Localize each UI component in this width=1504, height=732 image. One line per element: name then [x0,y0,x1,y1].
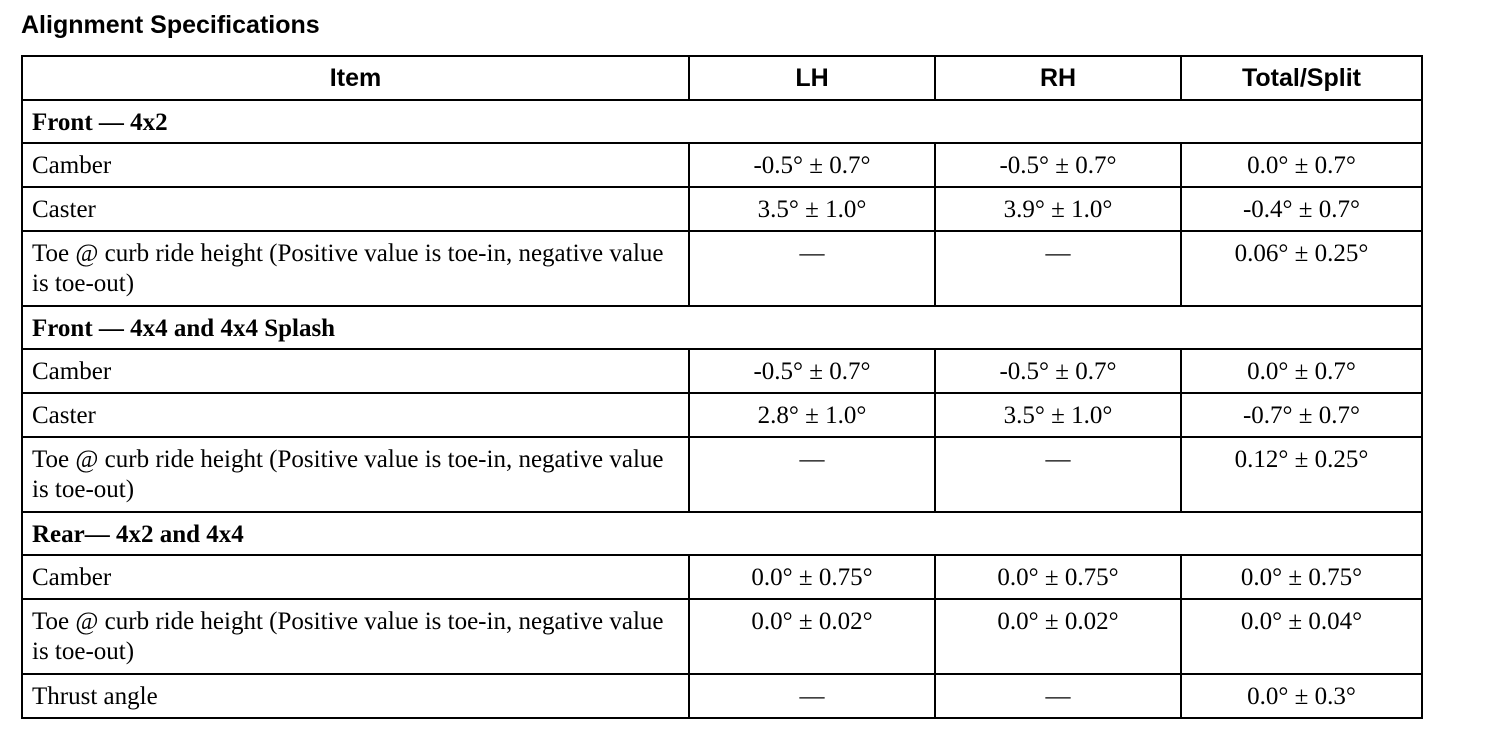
column-header-lh: LH [689,56,935,100]
column-header-rh: RH [935,56,1181,100]
total-cell: -0.4° ± 0.7° [1181,187,1422,231]
column-header-item: Item [22,56,689,100]
table-row [22,555,1422,599]
total-cell: 0.0° ± 0.7° [1181,143,1422,187]
section-heading: Front — 4x4 and 4x4 Splash [22,306,1422,349]
section-heading: Front — 4x2 [22,100,1422,143]
lh-cell: — [689,437,935,512]
lh-cell: 0.0° ± 0.02° [689,599,935,674]
item-cell: Toe @ curb ride height (Positive value is toe-in, negative value is toe-out) [22,599,689,674]
section-heading: Rear— 4x2 and 4x4 [22,512,1422,555]
rh-cell: -0.5° ± 0.7° [935,143,1181,187]
table-row [22,674,1422,718]
table-row [22,349,1422,393]
item-cell: Camber [22,555,689,599]
total-cell: 0.0° ± 0.7° [1181,349,1422,393]
item-cell: Camber [22,143,689,187]
item-cell: Camber [22,349,689,393]
alignment-spec-table [21,55,1423,719]
rh-cell: 0.0° ± 0.02° [935,599,1181,674]
rh-cell: 0.0° ± 0.75° [935,555,1181,599]
rh-cell: — [935,231,1181,306]
rh-cell: — [935,674,1181,718]
total-cell: 0.0° ± 0.3° [1181,674,1422,718]
lh-cell: -0.5° ± 0.7° [689,143,935,187]
section-heading-row [22,100,1422,143]
total-cell: 0.0° ± 0.75° [1181,555,1422,599]
column-header-total-split: Total/Split [1181,56,1422,100]
lh-cell: 0.0° ± 0.75° [689,555,935,599]
total-cell: 0.12° ± 0.25° [1181,437,1422,512]
lh-cell: — [689,231,935,306]
item-cell: Caster [22,393,689,437]
lh-cell: -0.5° ± 0.7° [689,349,935,393]
item-cell: Toe @ curb ride height (Positive value is toe-in, negative value is toe-out) [22,437,689,512]
lh-cell: 3.5° ± 1.0° [689,187,935,231]
table-row [22,393,1422,437]
page-title: Alignment Specifications [21,11,320,39]
item-cell: Toe @ curb ride height (Positive value is toe-in, negative value is toe-out) [22,231,689,306]
section-heading-row [22,306,1422,349]
total-cell: 0.06° ± 0.25° [1181,231,1422,306]
total-cell: 0.0° ± 0.04° [1181,599,1422,674]
table-row [22,437,1422,512]
table-row [22,187,1422,231]
total-cell: -0.7° ± 0.7° [1181,393,1422,437]
section-heading-row [22,512,1422,555]
rh-cell: 3.5° ± 1.0° [935,393,1181,437]
table-row [22,599,1422,674]
rh-cell: 3.9° ± 1.0° [935,187,1181,231]
lh-cell: 2.8° ± 1.0° [689,393,935,437]
header-row [22,56,1422,100]
lh-cell: — [689,674,935,718]
item-cell: Thrust angle [22,674,689,718]
table-row [22,231,1422,306]
rh-cell: -0.5° ± 0.7° [935,349,1181,393]
item-cell: Caster [22,187,689,231]
rh-cell: — [935,437,1181,512]
table-row [22,143,1422,187]
